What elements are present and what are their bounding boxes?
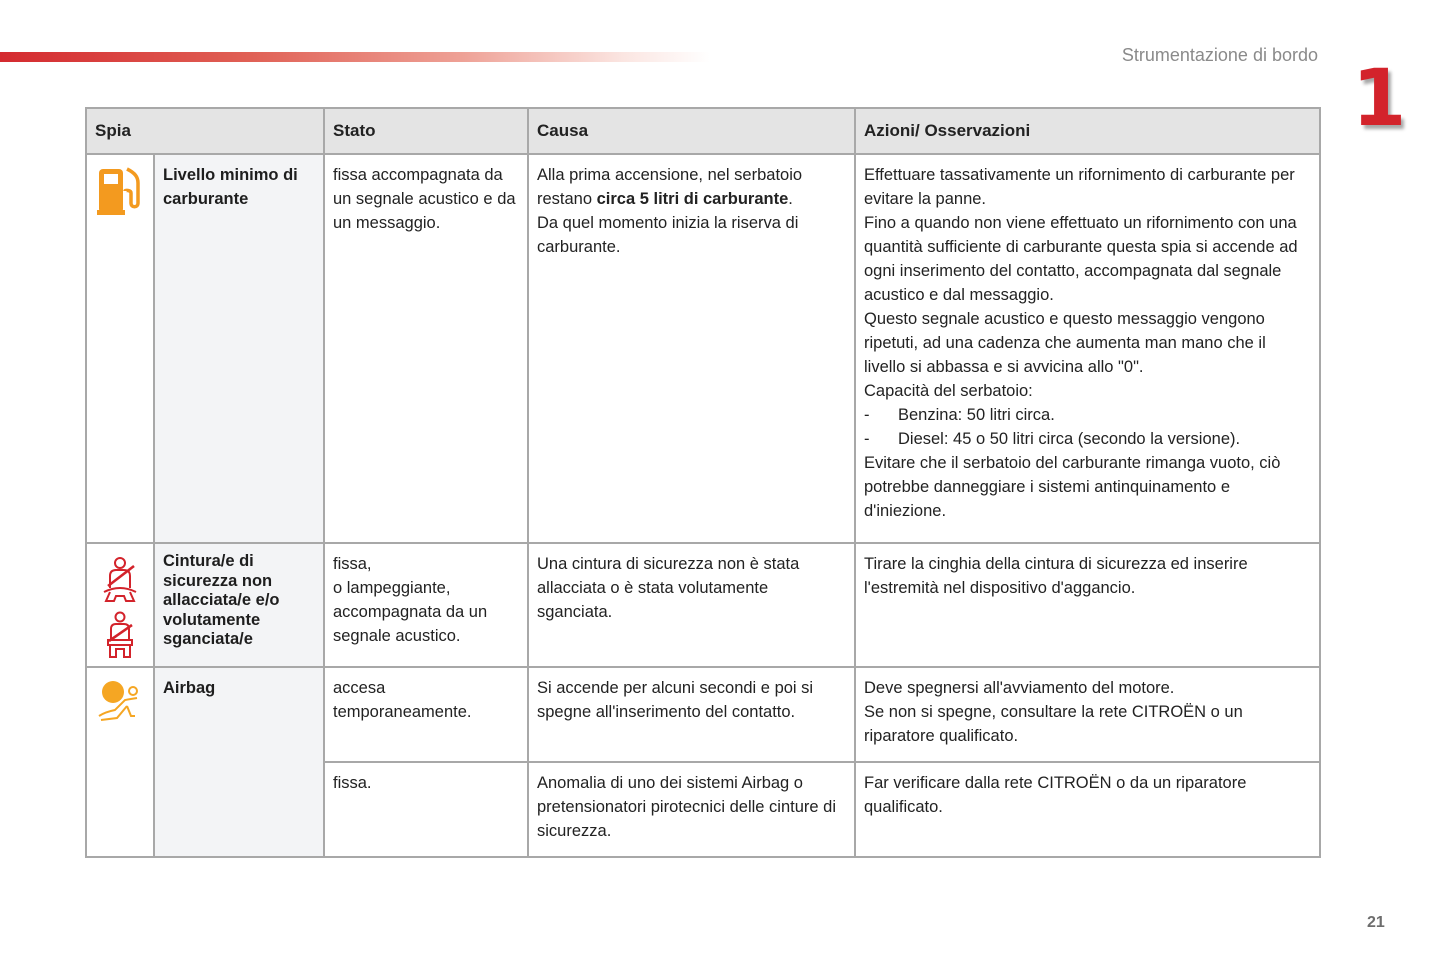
table-row-fuel xyxy=(86,154,1320,543)
warning-lights-table xyxy=(85,107,1321,858)
section-title: Strumentazione di bordo xyxy=(1121,45,1318,65)
chapter-number: 1 xyxy=(1352,54,1407,144)
stato-cell: accesa temporaneamente. xyxy=(324,667,528,762)
warning-name: Airbag xyxy=(154,667,324,857)
azioni-cell: Deve spegnersi all'avviamento del motore. Se non si spegne, consultare la rete CITROËN o un riparatore qualificato. xyxy=(855,667,1320,762)
rear-seatbelt-icon xyxy=(105,645,135,663)
column-header-causa: Causa xyxy=(528,108,855,154)
seatbelt-icon xyxy=(100,590,140,608)
page-number: 21 xyxy=(1367,914,1385,931)
list-item: - Diesel: 45 o 50 litri circa (secondo la versione). xyxy=(864,430,1241,448)
list-item: - Benzina: 50 litri circa. xyxy=(864,406,1055,424)
causa-cell: Una cintura di sicurezza non è stata allacciata o è stata volutamente sganciata. xyxy=(528,543,855,667)
stato-cell: fissa accompagnata da un segnale acustico e da un messaggio. xyxy=(324,154,528,543)
table-row-airbag xyxy=(86,667,1320,762)
azioni-cell: Far verificare dalla rete CITROËN o da un riparatore qualificato. xyxy=(855,762,1320,857)
column-header-azioni: Azioni/ Osservazioni xyxy=(855,108,1320,154)
column-header-spia: Spia xyxy=(86,108,324,154)
stato-cell: fissa. xyxy=(324,762,528,857)
table-header-row xyxy=(86,108,1320,154)
fuel-amount: circa 5 litri di carburante xyxy=(596,190,789,208)
azioni-cell: Tirare la cinghia della cintura di sicurezza ed inserire l'estremità nel dispositivo d'aggancio. xyxy=(855,543,1320,667)
causa-cell: Anomalia di uno dei sistemi Airbag o pretensionatori pirotecnici delle cinture di sicurezza. xyxy=(528,762,855,857)
icon-cell xyxy=(86,154,154,543)
column-header-stato: Stato xyxy=(324,108,528,154)
header-accent-bar xyxy=(0,52,710,62)
causa-cell: Alla prima accensione, nel serbatoio restano circa 5 litri di carburante. Da quel momento inizia la riserva di carburante. xyxy=(528,154,855,543)
table-row-seatbelt xyxy=(86,543,1320,667)
causa-cell: Si accende per alcuni secondi e poi si spegne all'inserimento del contatto. xyxy=(528,667,855,762)
icon-cell xyxy=(86,543,154,667)
warning-name: Livello minimo di carburante xyxy=(154,154,324,543)
icon-cell xyxy=(86,667,154,857)
warning-name: Cintura/e di sicurezza non allacciata/e e/o volutamente sganciata/e xyxy=(154,543,324,667)
airbag-icon xyxy=(97,708,143,726)
stato-cell: fissa, o lampeggiante, accompagnata da un segnale acustico. xyxy=(324,543,528,667)
azioni-cell: Effettuare tassativamente un rifornimento di carburante per evitare la panne. Fino a quando non viene effettuato un rifornimento con una quantità sufficiente di carburante questa spia si accende ad ogni inserimento del contatto, accompagnata dal segnale acustico e dal messaggio. Questo segnale acustico e questo messaggio vengono ripetuti, ad una cadenza che aumenta man mano che il livello si abbassa e si avvicina allo "0". Capacità del serbatoio: - Benzina: 50 litri circa. - Diesel: 45 o 50 litri circa (secondo la versione). Evitare che il serbatoio del carburante rimanga vuoto, ciò potrebbe danneggiare i sistemi antinquinamento e d'iniezione. xyxy=(855,154,1320,543)
fuel-pump-icon xyxy=(97,203,143,221)
